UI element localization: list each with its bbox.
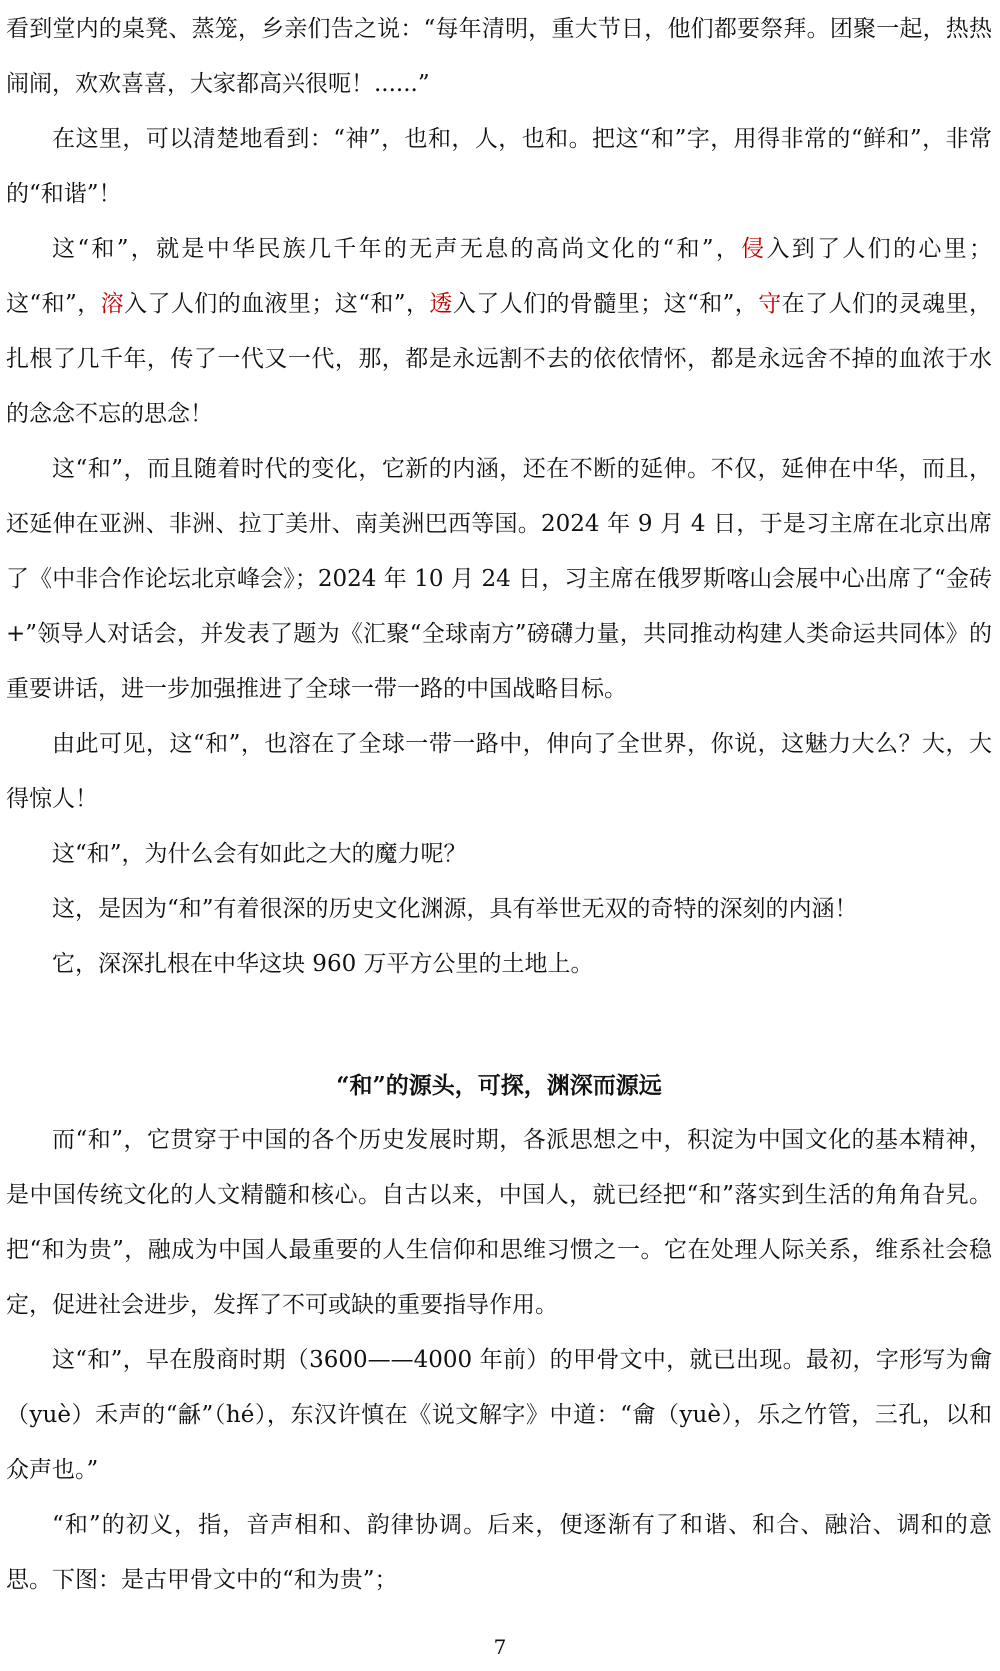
section-title: “和”的源头，可探，渊深而源远 (336, 1072, 662, 1099)
red-highlight-shou: 守 (758, 291, 782, 317)
paragraph-3-text-1: 这“和”，就是中华民族几千年的无声无息的高尚文化的“和”， (52, 236, 742, 262)
section-spacer (6, 992, 992, 1058)
red-highlight-rong: 溶 (100, 291, 125, 317)
red-highlight-qin: 侵 (741, 236, 767, 262)
paragraph-3-text-3: 入了人们的血液里；这“和”， (124, 291, 430, 317)
paragraph-1: 看到堂内的桌凳、蒸笼，乡亲们告之说：“每年清明，重大节日，他们都要祭拜。团聚一起，热热闹闹，欢欢喜喜，大家都高兴很呃！......” (6, 16, 992, 97)
paragraph-5: 由此可见，这“和”，也溶在了全球一带一路中，伸向了全世界，你说，这魅力大么？大，大得惊人！ (6, 731, 992, 812)
section-paragraph-1: 而“和”，它贯穿于中国的各个历史发展时期，各派思想之中，积淀为中国文化的基本精神，是中国传统文化的人文精髓和核心。自古以来，中国人，就已经把“和”落实到生活的角角旮旯。把“和为贵”，融成为中国人最重要的人生信仰和思维习惯之一。它在处理人际关系，维系社会稳定，促进社会进步，发挥了不可或缺的重要指导作用。 (6, 1127, 992, 1318)
paragraph-3-text-2: 入到了人们的心里；这“和”， (6, 236, 993, 317)
paragraph-7: 这，是因为“和”有着很深的历史文化渊源，具有举世无双的奇特的深刻的内涵！ (52, 896, 858, 922)
red-highlight-tou: 透 (429, 291, 453, 317)
page-number: 7 (493, 1635, 507, 1659)
paragraph-3 (6, 222, 992, 442)
paragraph-6: 这“和”，为什么会有如此之大的魔力呢？ (52, 841, 467, 867)
paragraph-4: 这“和”，而且随着时代的变化，它新的内涵，还在不断的延伸。不仅，延伸在中华，而且，还延伸在亚洲、非洲、拉丁美卅、南美洲巴西等国。2024 年 9 月 4 日，于是习主席在北京出席了《中非合作论坛北京峰会》；2024 年 10 月 24 日，习主席在俄罗斯喀山会展中心出席了“金砖+”领导人对话会，并发表了题为《汇聚“全球南方”磅礴力量，共同推动构建人类命运共同体》的重要讲话，进一步加强推进了全球一带一路的中国战略目标。 (6, 456, 992, 702)
paragraph-3-text-4: 入了人们的骨髓里；这“和”， (452, 291, 759, 317)
paragraph-8: 它，深深扎根在中华这块 960 万平方公里的土地上。 (52, 951, 594, 977)
section-paragraph-3: “和”的初义，指，音声相和、韵律协调。后来，便逐渐有了和谐、和合、融洽、调和的意思。下图：是古甲骨文中的“和为贵”； (6, 1512, 992, 1593)
document-content (6, 2, 992, 1608)
paragraph-2: 在这里，可以清楚地看到：“神”，也和，人，也和。把这“和”字，用得非常的“鲜和”，非常的“和谐”！ (6, 126, 992, 207)
paragraph-3-text-5: 在了人们的灵魂里，扎根了几千年，传了一代又一代，那，都是永远割不去的依依情怀，都是永远舍不掉的血浓于水的念念不忘的思念！ (6, 291, 992, 427)
section-paragraph-2: 这“和”，早在殷商时期（3600——4000 年前）的甲骨文中，就已出现。最初，字形写为龠（yuè）禾声的“龢”（hé），东汉许慎在《说文解字》中道：“龠（yuè），乐之竹管，三孔，以和众声也。” (6, 1347, 992, 1483)
